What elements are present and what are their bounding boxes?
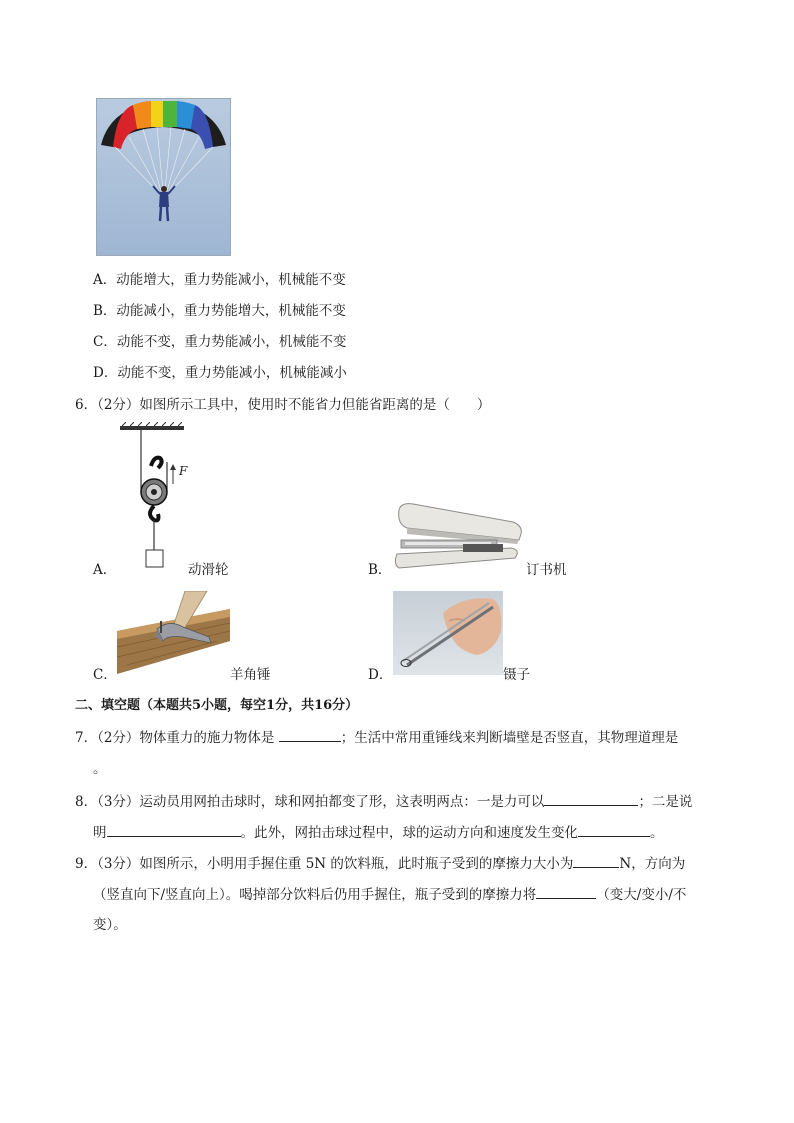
q9-line-3: 变）。 (93, 917, 127, 933)
force-label: F (179, 464, 188, 478)
q9-line-1 (75, 852, 685, 872)
q9-text-d: （变大/变小/不 (596, 887, 687, 903)
q8-line-1 (75, 790, 692, 810)
q8-text-b: ；二是说 (638, 794, 693, 810)
q7-text-b: ；生活中常用重锤线来判断墙壁是否竖直，其物理道理是 (340, 730, 679, 746)
q8-text-a: 8．（3分）运动员用网拍击球时，球和网拍都变了形，这表明两点：一是力可以 (75, 794, 545, 810)
q9-text-a: 9．（3分）如图所示，小明用手握住重 5N 的饮料瓶，此时瓶子受到的摩擦力大小为 (75, 856, 574, 872)
q5-option-c: C．动能不变，重力势能减小，机械能不变 (93, 334, 347, 350)
q6-option-c-letter: C． (93, 667, 117, 683)
q9-text-b: N，方向为 (619, 856, 686, 872)
q8-blank-1[interactable] (544, 791, 638, 806)
q6-option-c-name: 羊角锤 (230, 667, 271, 683)
q6-option-d-name: 镊子 (503, 667, 530, 683)
q9-line-2 (93, 883, 686, 903)
q5-option-b: B．动能减小，重力势能增大，机械能不变 (93, 303, 346, 319)
parachute-photo (96, 98, 231, 256)
q6-option-b-letter: B． (368, 562, 392, 578)
q6-option-b-name: 订书机 (526, 562, 567, 578)
q9-text-c: （竖直向下/竖直向上）。喝掉部分饮料后仍用手握住，瓶子受到的摩擦力将 (93, 887, 537, 903)
q8-line-2 (93, 821, 664, 841)
q8-text-e: 。 (650, 825, 664, 841)
q9-blank-1[interactable] (573, 853, 619, 868)
q8-blank-3[interactable] (578, 822, 650, 837)
claw-hammer-photo (117, 591, 230, 674)
stapler-photo (393, 500, 525, 572)
q9-blank-2[interactable] (536, 884, 596, 899)
q7-text-a: 7．（2分）物体重力的施力物体是 (75, 730, 275, 746)
q7-line-1 (75, 726, 678, 746)
tweezers-photo (393, 591, 503, 675)
q6-option-d-letter: D． (368, 667, 393, 683)
q7-blank-1[interactable] (279, 727, 341, 742)
q8-blank-2[interactable] (107, 822, 241, 837)
q7-line-2: 。 (93, 761, 107, 777)
q6-option-a-name: 动滑轮 (188, 562, 229, 578)
q6-option-a-letter: A． (93, 562, 117, 578)
movable-pulley-diagram (118, 422, 196, 572)
q8-text-c: 明 (93, 825, 107, 841)
q5-option-d: D．动能不变，重力势能减小，机械能减小 (93, 365, 347, 381)
q8-text-d: 。此外，网拍击球过程中，球的运动方向和速度发生变化 (240, 825, 578, 841)
section-2-title: 二、填空题（本题共5小题，每空1分，共16分） (75, 698, 359, 713)
q6-stem: 6．（2分）如图所示工具中，使用时不能省力但能省距离的是（ ） (75, 397, 491, 413)
q5-option-a: A．动能增大，重力势能减小，机械能不变 (93, 272, 346, 288)
